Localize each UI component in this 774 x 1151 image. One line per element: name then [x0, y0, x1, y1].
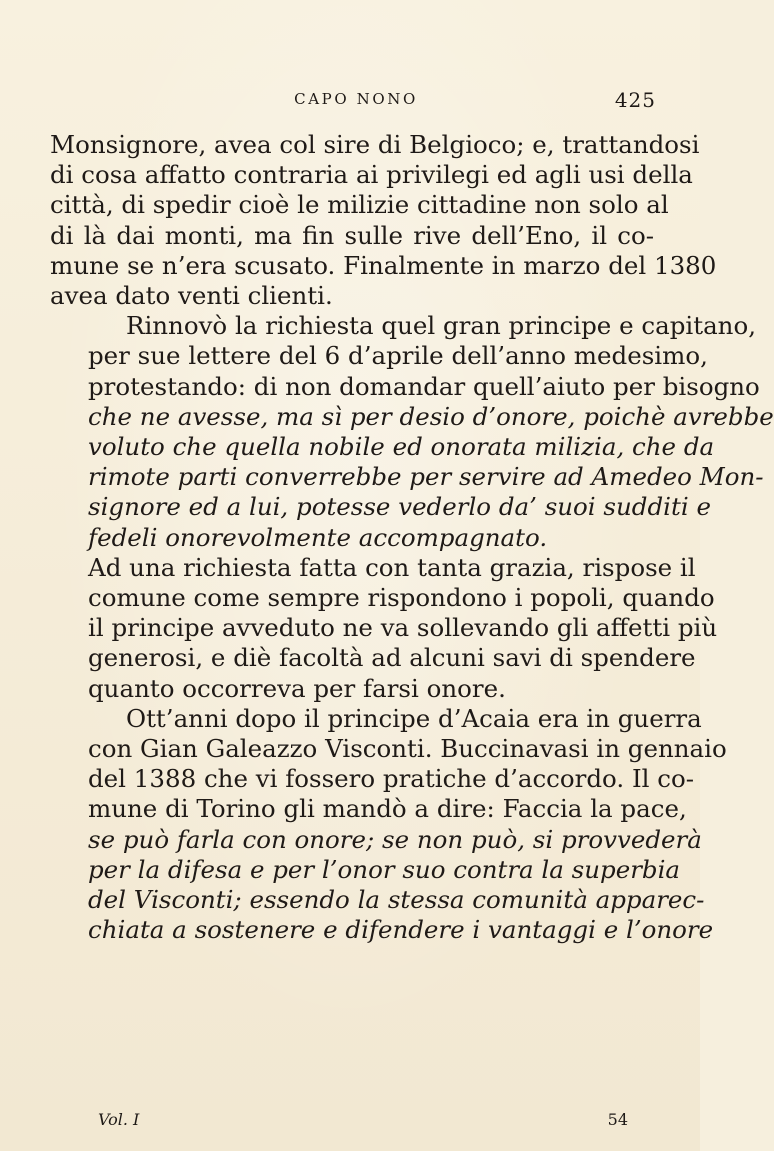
signature-mark: 54 — [607, 1110, 628, 1129]
text-line: con Gian Galeazzo Visconti. Buccinavasi in gennaio — [88, 734, 727, 764]
text-line: comune come sempre rispondono i popoli, quando — [88, 583, 715, 613]
text-line: generosi, e diè facoltà ad alcuni savi di spendere — [88, 643, 696, 673]
paragraph-2 — [50, 311, 774, 553]
text-line: che ne avesse, ma sì per desio d’onore, poichè avrebbe — [88, 401, 774, 431]
page-footer — [98, 1110, 628, 1134]
paragraph-4 — [50, 703, 727, 946]
text-line: mune se n’era scusato. Finalmente in marzo del 1380 — [50, 250, 717, 280]
text-line: di là dai monti, ma fin sulle rive dell’Eno, il co- — [50, 220, 654, 250]
page-header — [56, 90, 656, 114]
text-line: quanto occorreva per farsi onore. — [88, 673, 506, 703]
running-title: CAPO NONO — [294, 90, 418, 108]
paragraph-3 — [50, 552, 718, 704]
text-line: Ad una richiesta fatta con tanta grazia, rispose il — [88, 552, 696, 582]
text-line: avea dato venti clienti. — [50, 281, 333, 311]
volume-label: Vol. I — [98, 1110, 140, 1129]
text-line: per sue lettere del 6 d’aprile dell’anno medesimo, — [88, 341, 708, 371]
text-line: fedeli onorevolmente accompagnato. — [88, 522, 548, 552]
text-line: di cosa affatto contraria ai privilegi ed agli usi della — [50, 160, 693, 190]
text-line: città, di spedir cioè le milizie cittadine non solo al — [50, 190, 669, 220]
text-line: Rinnovò la richiesta quel gran principe e capitano, — [126, 311, 756, 341]
text-line: del 1388 che vi fossero pratiche d’accordo. Il co- — [88, 764, 694, 794]
text-line: Monsignore, avea col sire di Belgioco; e, trattandosi — [50, 130, 700, 159]
text-line: del Visconti; essendo la stessa comunità apparec- — [88, 885, 705, 915]
text-line: mune di Torino gli mandò a dire: Faccia la pace, — [88, 794, 687, 824]
text-line: protestando: di non domandar quell’aiuto per bisogno — [88, 371, 760, 401]
body-text — [50, 130, 774, 945]
text-line: se può farla con onore; se non può, si provvederà — [88, 824, 702, 854]
page-number: 425 — [614, 88, 656, 112]
text-line: il principe avveduto ne va sollevando gli affetti più — [88, 613, 718, 643]
text-line: per la difesa e per l’onor suo contra la superbia — [88, 854, 681, 884]
text-line: rimote parti converrebbe per servire ad Amedeo Mon- — [88, 462, 764, 492]
text-line: Ott’anni dopo il principe d’Acaia era in guerra — [126, 703, 702, 733]
text-line: voluto che quella nobile ed onorata milizia, che da — [88, 432, 715, 462]
paragraph-1 — [50, 130, 717, 311]
text-line: chiata a sostenere e difendere i vantaggi e l’onore — [88, 915, 714, 945]
text-line: signore ed a lui, potesse vederlo da’ suoi sudditi e — [88, 492, 711, 522]
